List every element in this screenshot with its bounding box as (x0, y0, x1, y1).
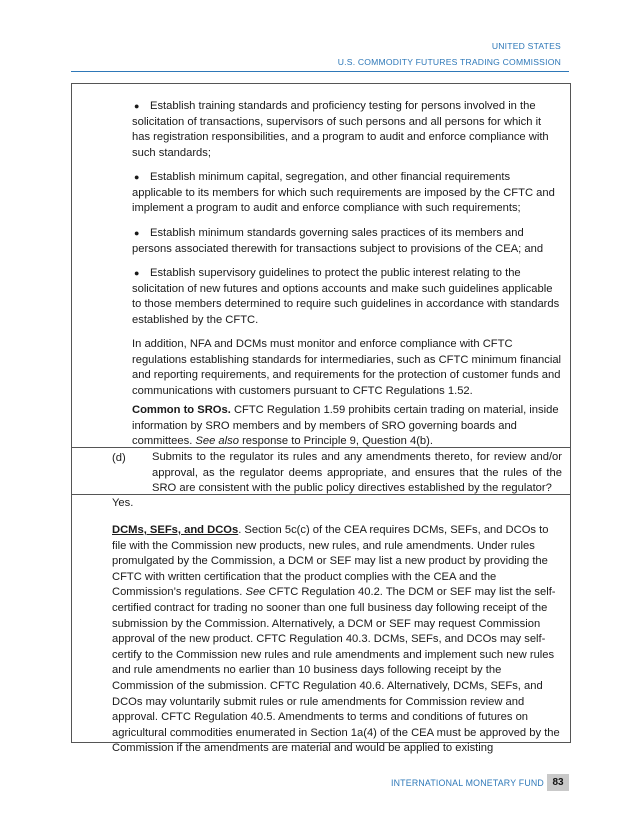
bullet-supervisory: Establish supervisory guidelines to protect the public interest relating to the solicitation of new futures and options accounts and make such guidelines applicable to those members determined to require such guidelines in accordance with standards established by the CFTC. (132, 267, 560, 326)
dcms-text-a: . Section 5c(c) of the CEA requires DCMs, SEFs, and DCOs to file with the Commission new products, new rules, and rule amendments. Under rules promulgated by the Commission, a DCM or SEF may list a new product by providing the CFTC with written certification that the product complies with the CEA and the Commission’s regulations. (112, 524, 549, 599)
see-label: See (245, 586, 266, 599)
bullet-sales-practices: Establish minimum standards governing sales practices of its members and persons associated therewith for transactions subject to provisions of the CEA; and (132, 227, 544, 255)
paragraph-common-to-sros (132, 403, 562, 450)
bullet-marker: ● (134, 172, 140, 182)
header-agency: U.S. COMMODITY FUTURES TRADING COMMISSION (337, 57, 561, 67)
common-text-a: CFTC Regulation 1.59 prohibits certain trading on material, inside information by SRO members and by members of SRO governing boards and committees. (132, 404, 559, 448)
common-heading: Common to SROs. (132, 404, 231, 416)
question-text: Submits to the regulator its rules and any amendments thereto, for review and/or approval, as the regulator deems appropriate, and ensures that the rules of the SRO are consistent with the public policy directives established by the regulator? (152, 451, 562, 495)
answer-yes: Yes. (112, 497, 134, 509)
question-label: (d) (112, 452, 126, 464)
page-number: 83 (547, 774, 569, 791)
bullet-capital: Establish minimum capital, segregation, and other financial requirements applicable to its members for which such requirements are imposed by the CFTC and implement a program to audit and enforce compliance with such requirements; (132, 171, 555, 215)
bullet-training: Establish training standards and proficiency testing for persons involved in the solicitation of transactions, supervisors of such persons and all persons for which it has registration responsibilities, and a program to audit and enforce compliance with such standards; (132, 100, 549, 159)
bullet-marker: ● (134, 268, 140, 278)
paragraph-dcms-sefs-dcos (112, 523, 564, 757)
bullet-marker: ● (134, 101, 140, 111)
header-rule (71, 71, 569, 72)
paragraph-addition: In addition, NFA and DCMs must monitor and enforce compliance with CFTC regulations establishing standards for intermediaries, such as CFTC minimum financial and reporting requirements, and requirements for the protection of customer funds and communications with customers pursuant to CFTC Regulations 1.52. (132, 338, 562, 397)
footer-org: INTERNATIONAL MONETARY FUND (390, 778, 544, 788)
dcms-text-b: CFTC Regulation 40.2. The DCM or SEF may list the self-certified contract for trading no sooner than one full business day following receipt of the submission by the Commission. Alternatively, a DCM or SEF may request Commission approval of the new product. CFTC Regulation 40.3. DCMs, SEFs, and DCOs may self-certify to the Commission new rules and rule amendments and implement such new rules and rule amendments no earlier than 10 business days following receipt by the Commission of the submission. CFTC Regulation 40.6. Alternatively, DCMs, SEFs, and DCOs may voluntarily submit rules or rule amendments for Commission review and approval. CFTC Regulation 40.5. Amendments to terms and conditions of futures on agricultural commodities enumerated in Section 1a(4) of the CEA must be approved by the Commission if the amendments are material and would be applied to existing (112, 586, 560, 755)
header-country: UNITED STATES (491, 41, 561, 51)
dcms-heading: DCMs, SEFs, and DCOs (112, 524, 239, 536)
bullet-marker: ● (134, 228, 140, 238)
see-also-label: See also (195, 435, 239, 448)
common-text-b: response to Principle 9, Question 4(b). (242, 435, 433, 448)
